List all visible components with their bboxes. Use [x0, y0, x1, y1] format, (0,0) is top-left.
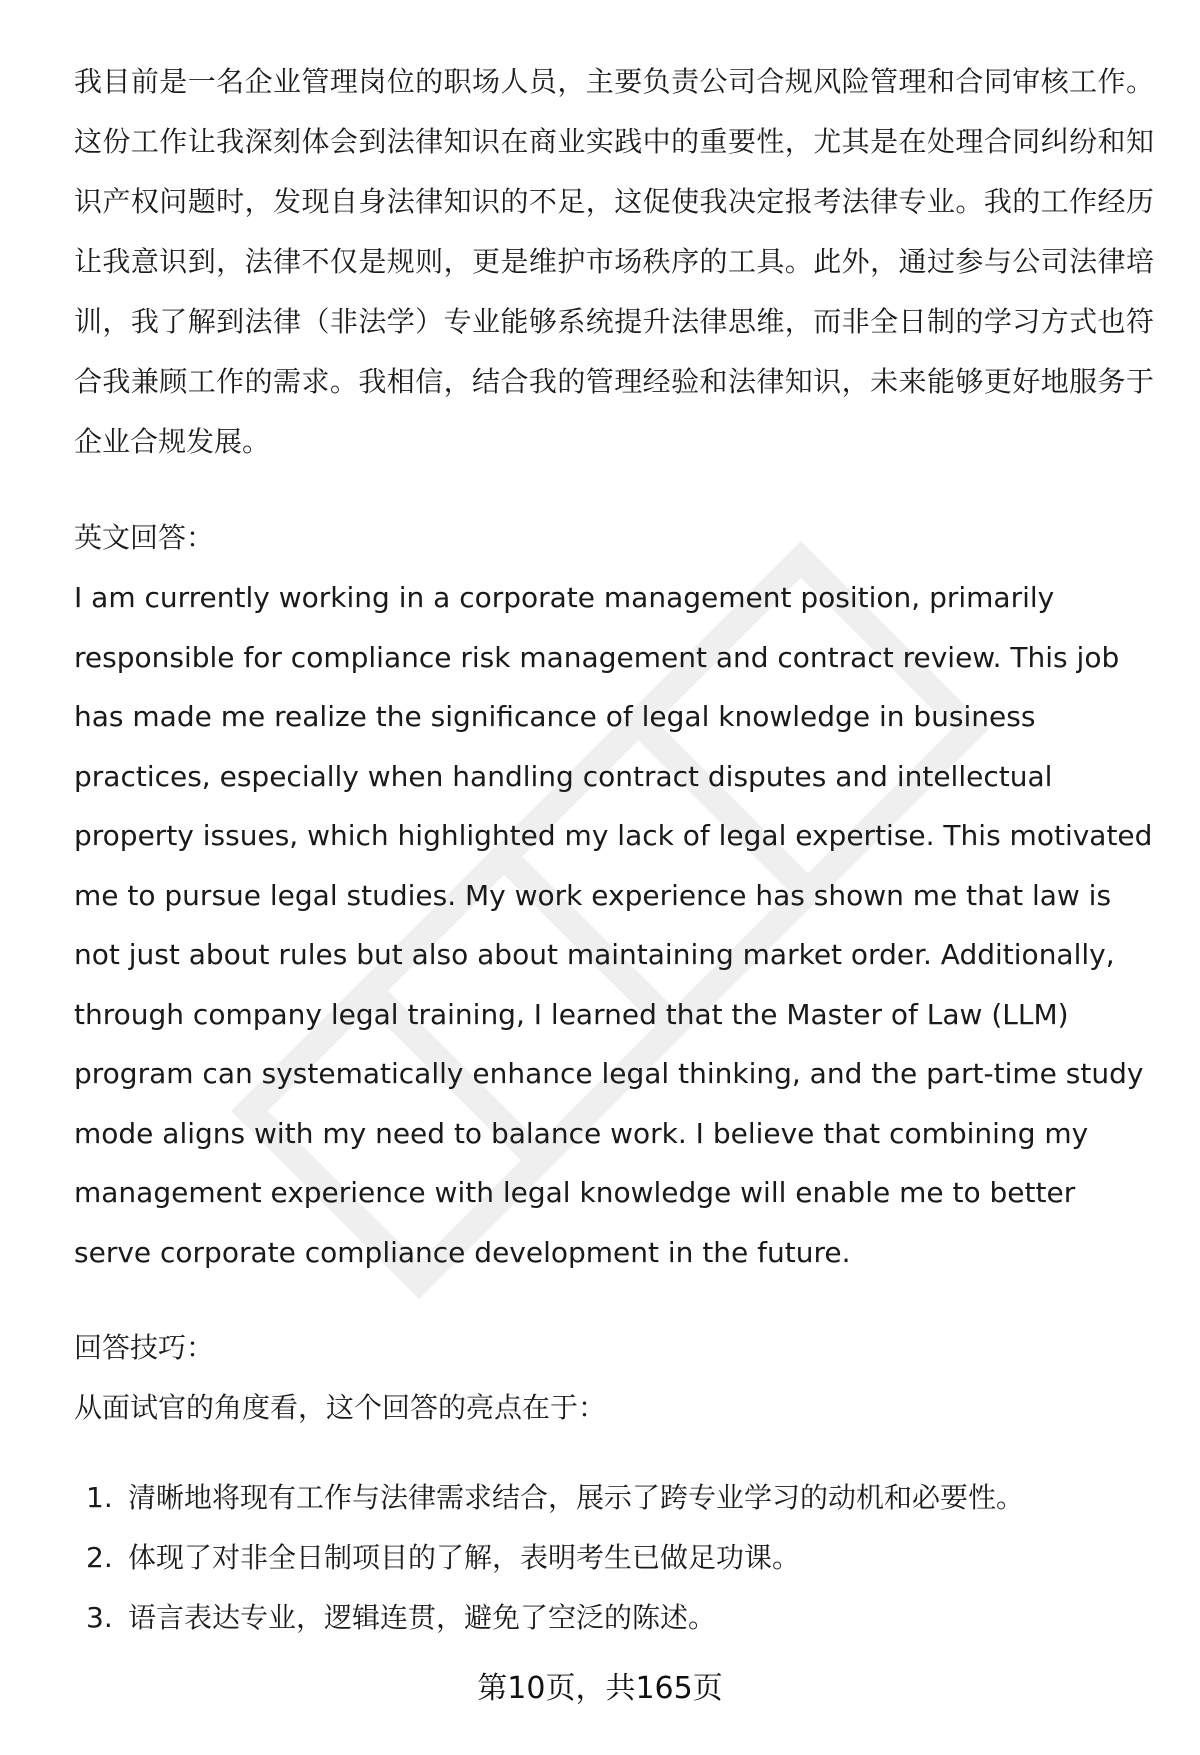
english-answer-paragraph: I am currently working in a corporate management position, primarily responsible for compliance risk management and contract review. This job has made me realize the significance of legal knowledge in business practices, especially when handling contract disputes and intellectual property issues, which highlighted my lack of legal expertise. This motivated me to pursue legal studies. My work experience has shown me that law is not just about rules but also about maintaining market order. Additionally, through company legal training, I learned that the Master of Law (LLM) program can systematically enhance legal thinking, and the part-time study mode aligns with my need to balance work. I believe that combining my management experience with legal knowledge will enable me to better serve corporate compliance development in the future.: [74, 581, 1153, 1269]
page-number-footer: 第10页，共165页: [477, 1671, 723, 1706]
chinese-answer-paragraph: 我目前是一名企业管理岗位的职场人员，主要负责公司合规风险管理和合同审核工作。这份工作让我深刻体会到法律知识在商业实践中的重要性，尤其是在处理合同纠纷和知识产权问题时，发现自身法律知识的不足，这促使我决定报考法律专业。我的工作经历让我意识到，法律不仅是规则，更是维护市场秩序的工具。此外，通过参与公司法律培训，我了解到法律（非法学）专业能够系统提升法律思维，而非全日制的学习方式也符合我兼顾工作的需求。我相信，结合我的管理经验和法律知识，未来能够更好地服务于企业合规发展。: [74, 65, 1154, 458]
list-item-text: 体现了对非全日制项目的了解，表明考生已做足功课。: [128, 1541, 801, 1574]
tips-intro: 从面试官的角度看，这个回答的亮点在于：: [74, 1391, 607, 1424]
tips-heading: 回答技巧：: [74, 1331, 215, 1364]
list-item-text: 清晰地将现有工作与法律需求结合，展示了跨专业学习的动机和必要性。: [128, 1481, 1025, 1514]
list-item-number: 1.: [86, 1481, 113, 1514]
list-item: [74, 1468, 1154, 1528]
tips-list: [74, 1468, 1154, 1648]
list-item: [74, 1588, 1154, 1648]
list-item: [74, 1528, 1154, 1588]
main-content: [74, 52, 1154, 1648]
list-item-number: 3.: [86, 1601, 113, 1634]
list-item-text: 语言表达专业，逻辑连贯，避免了空泛的陈述。: [128, 1601, 717, 1634]
english-answer-heading: 英文回答：: [74, 521, 215, 554]
list-item-number: 2.: [86, 1541, 113, 1574]
